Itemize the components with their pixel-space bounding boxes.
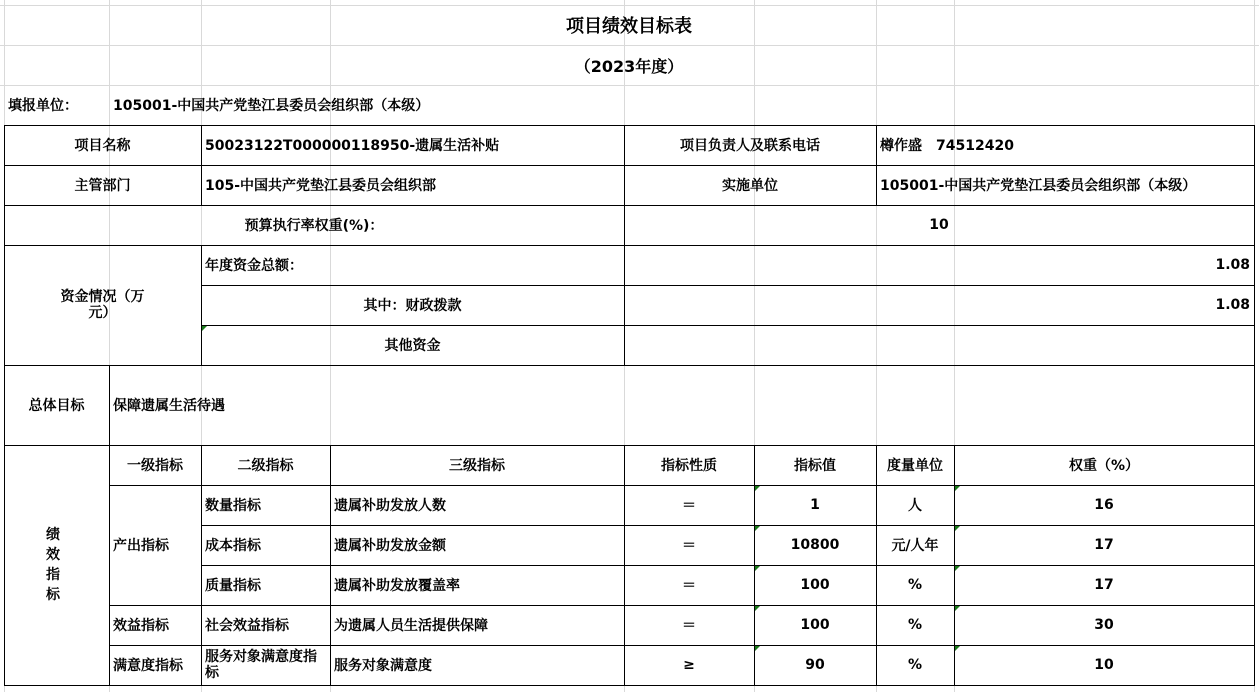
table-row-5-nature[interactable]: ≥ (683, 657, 695, 673)
header-level3[interactable]: 三级指标 (449, 458, 505, 474)
table-row-2-level3[interactable]: 遗属补助发放金额 (334, 538, 446, 554)
funds-label[interactable]: 资金情况（万元） (60, 289, 145, 321)
header-level2[interactable]: 二级指标 (237, 458, 294, 474)
table-row-4-nature[interactable]: ＝ (682, 618, 696, 634)
implementing-unit-label[interactable]: 实施单位 (722, 178, 778, 194)
implementing-unit-value[interactable]: 105001-中国共产党垫江县委员会组织部（本级） (880, 178, 1197, 194)
table-row-1-value[interactable]: 1 (754, 485, 876, 525)
header-value[interactable]: 指标值 (794, 458, 836, 474)
header-nature[interactable]: 指标性质 (661, 458, 717, 474)
reporting-unit-label[interactable]: 填报单位： (8, 98, 78, 114)
table-row-5-level3[interactable]: 服务对象满意度 (334, 658, 432, 674)
table-row-3-level2[interactable]: 质量指标 (205, 578, 261, 594)
budget-rate-value[interactable]: 10 (929, 217, 949, 233)
table-row-4-level2[interactable]: 社会效益指标 (205, 618, 289, 634)
project-name-label[interactable]: 项目名称 (74, 138, 131, 154)
reporting-unit-value[interactable]: 105001-中国共产党垫江县委员会组织部（本级） (113, 98, 430, 114)
table-row-2-level2[interactable]: 成本指标 (205, 538, 261, 554)
project-manager-value[interactable]: 樽作盛 74512420 (880, 138, 1014, 154)
table-row-3-level3[interactable]: 遗属补助发放覆盖率 (334, 578, 460, 594)
table-row-3-weight[interactable]: 17 (954, 565, 1254, 605)
table-row-2-weight[interactable]: 17 (954, 525, 1254, 565)
table-row-3-nature[interactable]: ＝ (682, 578, 696, 594)
group-output[interactable]: 产出指标 (113, 538, 169, 554)
funds-fiscal-value[interactable]: 1.08 (1215, 297, 1250, 313)
table-row-5-value[interactable]: 90 (754, 645, 876, 685)
table-row-4-level3[interactable]: 为遗属人员生活提供保障 (334, 618, 488, 634)
table-row-5-unit[interactable]: % (907, 657, 923, 673)
project-name-value[interactable]: 50023122T000000118950-遗属生活补贴 (205, 138, 500, 154)
performance-indicators-label[interactable]: 绩效指标 (46, 527, 60, 603)
supervising-dept-value[interactable]: 105-中国共产党垫江县委员会组织部 (205, 178, 437, 194)
table-row-4-value[interactable]: 100 (754, 605, 876, 645)
table-row-1-unit[interactable]: 人 (908, 498, 922, 514)
supervising-dept-label[interactable]: 主管部门 (74, 178, 131, 194)
group-benefit[interactable]: 效益指标 (113, 618, 169, 634)
page-subtitle: （2023年度） (574, 56, 684, 76)
table-row-3-unit[interactable]: % (907, 577, 923, 593)
budget-rate-label[interactable]: 预算执行率权重(%)： (244, 218, 384, 234)
table-row-2-value[interactable]: 10800 (754, 525, 876, 565)
table-row-3-value[interactable]: 100 (754, 565, 876, 605)
overall-goal-value[interactable]: 保障遗属生活待遇 (113, 398, 225, 414)
table-row-4-unit[interactable]: % (907, 617, 923, 633)
group-satisfaction[interactable]: 满意度指标 (113, 658, 183, 674)
table-row-1-nature[interactable]: ＝ (682, 498, 696, 514)
header-unit[interactable]: 度量单位 (887, 458, 943, 474)
table-row-5-weight[interactable]: 10 (954, 645, 1254, 685)
table-row-5-level2[interactable]: 服务对象满意度指标 (205, 649, 317, 681)
table-row-1-level3[interactable]: 遗属补助发放人数 (334, 498, 446, 514)
project-manager-label[interactable]: 项目负责人及联系电话 (680, 138, 820, 154)
table-row-1-weight[interactable]: 16 (954, 485, 1254, 525)
table-row-4-weight[interactable]: 30 (954, 605, 1254, 645)
header-level1[interactable]: 一级指标 (127, 458, 183, 474)
overall-goal-label[interactable]: 总体目标 (28, 398, 85, 414)
funds-total-value[interactable]: 1.08 (1215, 257, 1250, 273)
funds-total-label[interactable]: 年度资金总额： (205, 258, 303, 274)
page-title: 项目绩效目标表 (566, 16, 692, 37)
funds-other-label[interactable]: 其他资金 (201, 325, 624, 365)
table-row-1-level2[interactable]: 数量指标 (205, 498, 261, 514)
funds-other-value[interactable] (624, 325, 1254, 365)
table-row-2-nature[interactable]: ＝ (682, 538, 696, 554)
header-weight[interactable]: 权重（%） (1068, 458, 1140, 474)
funds-fiscal-label[interactable]: 其中：财政拨款 (363, 298, 462, 314)
table-row-2-unit[interactable]: 元/人年 (891, 538, 939, 554)
